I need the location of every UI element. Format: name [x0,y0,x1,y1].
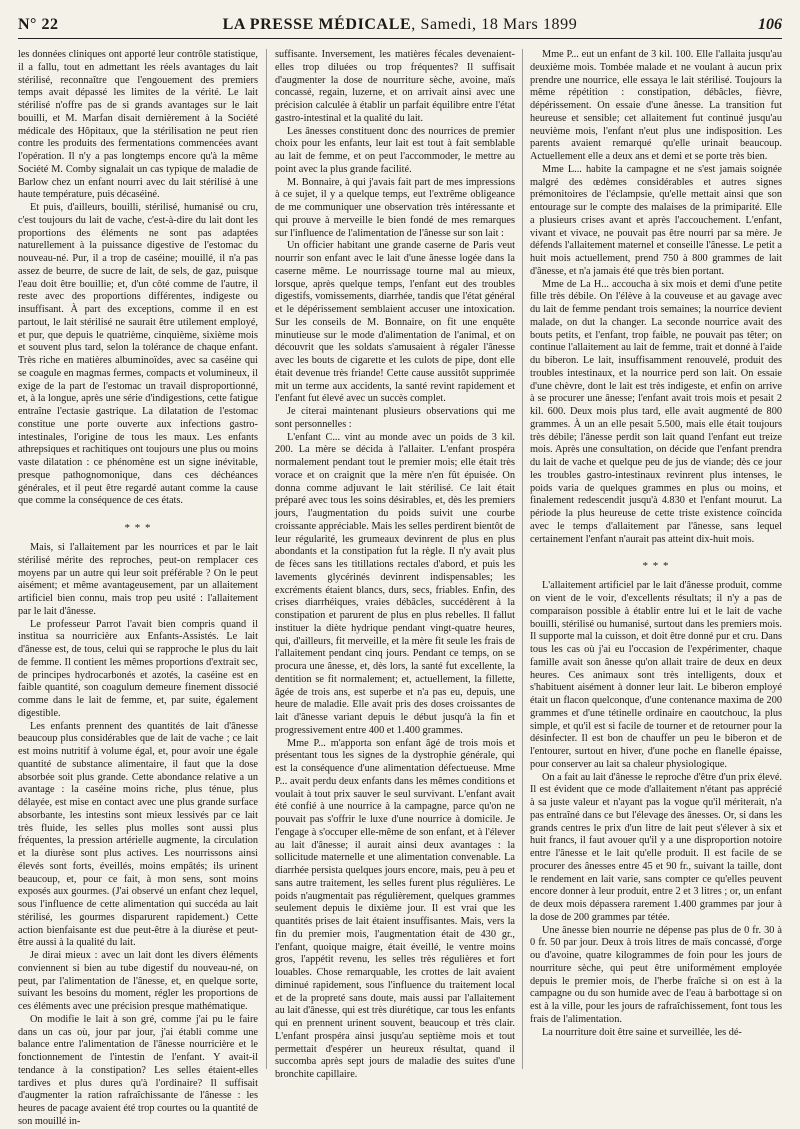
issue-number: N° 22 [18,16,59,33]
paragraph: Les enfants prennent des quantités de lait d'ânesse beaucoup plus considérables que de lait de vache ; ce lait est moins nutritif à volume égal, et, pour avoir une égale quantité de substance alimentaire, il faut que la dose absorbée soit plus grande. Cette abondance relative a un avantage : la caséine moins riche, plus ténue, plus délayée, est mise en contact avec une plus grande surface absorbante, les intestins sont mieux lessivés par ce lait très fluide, les selles plus molles sont aussi plus fréquentes, la pression artérielle augmente, la circulation et la diurèse sont plus actives. Les nourrissons ainsi élevés sont forts, éveillés, moins empâtés; ils urinent beaucoup, et, pour ce fait, à mon sens, sont moins exposés aux gourmes. (J'ai observé un enfant chez lequel, sous l'influence de cette alimentation qui succéda au lait stérilisé, les gourmes disparurent rapidement.) Cette action bienfaisante est due peut-être à la diurèse et peut-être aussi à la qualité du lait. [18,720,258,949]
paragraph: Mme L... habite la campagne et ne s'est jamais soignée malgré des œdèmes considérables et autres signes prémonitoires de l'éclampsie, qu'elle mettait ainsi que son entourage sur le compte des malaises de la primiparité. Elle a plusieurs crises avant et après l'accouchement. L'enfant, vivant et vivace, ne pouvait pas être nourri par sa mère. Je défends l'allaitement maternel et conseille l'ânesse. Le petit a huit mois actuellement, prend 750 à 800 grammes de lait d'ânesse, et n'a jamais été que très bien portant. [530,163,782,277]
paragraph: Mais, si l'allaitement par les nourrices et par le lait stérilisé mérite des reproches, peut-on remplacer ces moyens par un autre qui leur soit préférable ? On le peut aisément; et même avantageusement, par un allaitement artificiel bien connu, mais trop peu usité : l'allaitement par le lait d'ânesse. [18,542,258,617]
paragraph: L'enfant C... vint au monde avec un poids de 3 kil. 200. La mère se décida à l'allaiter. L'enfant prospéra normalement pendant tout le premier mois; elle était très vorace et on craignit que la mère n'en fût épuisée. On donna comme adjuvant le lait stérilisé. Ce lait était préparé avec tous les soins désirables, et, dès les premiers jours, l'augmentation du poids suivit une courbe croissante appréciable. Mais les selles perdirent bientôt de leur régularité, les grumeaux devinrent de plus en plus abondants et la constipation fut la règle. Il n'y avait plus de fèces sans les titillations rectales d'abord, et puis les lavements glycérinés devinrent indispensables; les excréments étaient blancs, durs, secs, friables. Enfin, des crises diarrhéiques, vraies débâcles, succédèrent à la constipation et parurent de plus en plus rebelles. Il fallut instituer la diète hydrique pendant vingt-quatre heures, qui, d'ailleurs, fit merveille, et la mère fit seule les frais de l'allaitement pendant cinq jours. Pendant ce temps, on se procura une ânesse, et, dès lors, la santé fut excellente, la dentition se fit normalement; et, actuellement, la fillette, âgée de trois ans, est superbe et n'a pas eu, depuis, une heure de maladie. Elle avait pris des doses croissantes de lait d'ânesse variant depuis le début jusqu'à la fin et progressivement entre 400 et 1.400 grammes. [275,431,515,736]
paragraph: La nourriture doit être saine et surveillée, les dé- [542,1026,742,1038]
page-number: 106 [758,16,782,33]
section-separator: * * * [642,560,670,573]
paragraph: Les ânesses constituent donc des nourrices de premier choix pour les enfants, leur lait est tout à fait semblable au lait de femme, et on peut l'accommoder, le mettre au point avec la plus grande facilité. [275,125,515,175]
masthead [98,16,702,34]
column-2 [275,49,515,1080]
paragraph: Mme P... m'apporta son enfant âgé de trois mois et présentant tous les signes de la dystrophie générale, qui est la conséquence d'une alimentation défectueuse. Mme P... avait perdu deux enfants dans les mêmes conditions et voulait à tout prix sauver le seul survivant. L'enfant avait été confié à une nourrice à la campagne, parce qu'on ne pouvait pas s'offrir le luxe d'une nourrice à domicile. Je l'engage à s'occuper elle-même de son enfant, et à l'élever au lait d'ânesse; il aurait ainsi deux avantages : la sollicitude maternelle et une alimentation convenable. La diarrhée persista quelques jours encore, mais, peu à peu et sans autre traitement, les selles furent plus régulières. Le poids n'augmentait pas régulièrement, quelques grammes seulement depuis le dixième jour. Il est vrai que les quantités prises de lait étaient insuffisantes. Mais, vers la fin du premier mois, l'augmentation était de 430 gr., l'enfant, quoique maigre, était éveillé, le ventre moins gros, l'appétit revenu, les selles très régulières et fort louables. Chose remarquable, les crottes de lait avaient diminué rapidement, sous l'influence du traitement local et de la propreté sans doute, mais aussi par l'allaitement au lait d'ânesse, qui est très diurétique, car tous les enfants qui en prennent urinent souvent, beaucoup et très clair. L'enfant prospéra ainsi jusqu'au septième mois et tout permettait d'espérer un heureux résultat, quand il succomba après sept jours de maladie des suites d'une bronchite capillaire. [275,737,515,1080]
page-header [18,16,782,39]
column-3 [530,49,782,1074]
paragraph: Mme de La H... accoucha à six mois et demi d'une petite fille très débile. On l'élève à la couveuse et au gavage avec du lait de femme pendant trois semaines; la nourrice devient malade, on dut la changer. La seconde nourrice avait des bouts petits, et l'enfant, trop faible, ne pouvait pas têter; on continue l'allaitement au lait de femme, trait et donné à l'aide du biberon. Le lait, insuffisamment renouvelé, produit des troubles intestinaux, et la nourrice perd son lait. On essaie d'une chèvre, dont le lait est très indigeste, et enfin on arrive à se procurer une ânesse; l'enfant avait trois mois et pesait 2 kil. 600. Deux mois plus tard, elle avait augmenté de 800 grammes. À un an elle pesait 5.500, mais elle était toujours très débile; l'ânesse perdit son lait quand l'enfant eut treize mois. Après une consultation, on décide que l'enfant prendra du lait de vache et quelque peu de jus de viande; dès ce jour les troubles gastro-intestinaux revinrent plus intenses, le poids varia de quelques grammes en plus ou moins, et finalement redescendit jusqu'à 4.830 et l'enfant mourut. La période la plus heureuse de cette triste existence coïncida avec le temps d'allaitement par l'ânesse, sans lequel certainement l'enfant n'aurait pas atteint dix-huit mois. [530,278,782,545]
paragraph: Une ânesse bien nourrie ne dépense pas plus de 0 fr. 30 à 0 fr. 50 par jour. Deux à trois litres de maïs concassé, d'orge ou d'avoine, quatre kilogrammes de foin pour les jours de nourriture sèche, qui peut être uniformément employée depuis le premier mois, de l'herbe fraîche si on est à la campagne ou du son humide avec de l'eau à barbottage si on est à la ville, pour les jours de rafraîchissement, font tous les frais de l'alimentation. [530,924,782,1025]
column-rule [266,49,267,1069]
paragraph: Le professeur Parrot l'avait bien compris quand il institua sa nourricière aux Enfants-Assistés. Le lait d'ânesse est, de tous, celui qui se rapproche le plus du lait de femme. Il contient les mêmes proportions d'extrait sec, de principes hydrocarbonés et azotés, la caséine est en faible quantité, son coagulum demeure finement dissocié comme dans le lait de femme, et, par suite, également digestible. [18,618,258,719]
paragraph: On a fait au lait d'ânesse le reproche d'être d'un prix élevé. Il est évident que ce mode d'allaitement n'étant pas apprécié à sa juste valeur et n'ayant pas la vogue qu'il mériterait, n'a pas entraîné dans ce but l'élevage des ânesses. Or, si dans les grands centres le prix d'un litre de lait peut s'élever à six et huit francs, il faut avouer qu'il y a une disproportion notoire entre l'ânesse et le lait qu'elle produit. Il est facile de se procurer des ânesses entre 45 et 90 fr., suivant la taille, dont le rendement en lait varie, sans compter ce qu'elles peuvent encore donner à leur produit, entre 2 et 3 litres ; or, un enfant de deux mois dépassera rarement 1.400 grammes par jour à la dose de 200 grammes par tétée. [530,771,783,923]
issue-date: , Samedi, 18 Mars 1899 [411,16,578,33]
paragraph: Je citerai maintenant plusieurs observations qui me sont personnelles : [275,406,515,430]
paragraph: les données cliniques ont apporté leur contrôle statistique, il a fallu, tout en admettant les réels avantages du lait stérilisé, reconnaître que l'engouement des premiers temps avait dépassé les limites de la vérité. Le lait stérilisé n'offre pas de si grands avantages sur le lait bouilli, et M. Marfan disait dernièrement à la Société médicale des Hôpitaux, que la stérilisation ne peut rien contre les produits des fermentations commencées avant l'opération. Il n'y a pas longtemps encore qu'à la même Société M. Comby signalait un cas typique de maladie de Barlow chez un enfant nourri avec du lait stérilisé à une haute température, puis décaséiné. [18,49,258,201]
paragraph: suffisante. Inversement, les matières fécales devenaient-elles trop diluées ou trop fréquentes? Il suffisait d'augmenter la dose de nourriture sèche, avoine, maïs concassé, regain, luzerne, et on arrivait ainsi avec une précision calculée à établir un parfait équilibre entre l'état gastro-intestinal et la qualité du lait. [275,49,515,124]
column-rule [522,49,523,1069]
paragraph: On modifie le lait à son gré, comme j'ai pu le faire dans un cas où, jour par jour, j'ai établi comme une balance entre l'alimentation de l'ânesse nourricière et le fonctionnement de l'intestin de l'enfant. Y avait-il tendance à la constipation? Les selles étaient-elles tardives et plus dures qu'à l'ordinaire? Il suffisait d'augmenter la ration rafraîchissante de l'ânesse : les heures de pacage avaient été trop courtes ou la quantité de son mouillé in- [18,1013,258,1127]
paragraph: Mme P... eut un enfant de 3 kil. 100. Elle l'allaita jusqu'au deuxième mois. Tombée malade et ne voulant à aucun prix prendre une nourrice, elle essaya le lait stérilisé. Toujours la même répétition : constipation, débâcles, fièvre, dépérissement. On essaie d'une ânesse. La transition fut heureuse et sensible; cet allaitement fut continué jusqu'au neuvième mois, l'enfant n'eut plus une indisposition. Les parents avaient remarqué qu'elle urinait beaucoup. Actuellement elle a deux ans et demi et se porte très bien. [530,49,782,162]
paragraph: Et puis, d'ailleurs, bouilli, stérilisé, humanisé ou cru, c'est toujours du lait de vache, c'est-à-dire du lait dont les proportions des éléments ne sont pas adaptées naturellement à la puissance digestive de l'estomac du nouveau-né. Pur, il a trop de caséine; mouillé, il n'a pas assez de beurre, de sucre de lait, de sels, de gaz, puisque l'eau doit être bouillie; et, d'un côté comme de l'autre, il reste avec des proportions différentes, indigeste ou insuffisant. À part des exceptions, comme il en est partout, le lait stérilisé ne saurait être utilement employé, et pur, que depuis le quatrième, cinquième, sixième mois et souvent plus tard, selon la tolérance de chaque enfant. Très riche en matières albuminoïdes, avec sa caséine qui se coagule en magmas fermes, compacts et volumineux, il exige de la part de l'estomac un travail disproportionné, et, à la longue, après une série d'indigestions, cette fatigue entraîne l'ectasie gastrique. La dilatation de l'estomac constitue une porte ouverte aux infections gastro-intestinales, l'origine de tous les maux. Les enfants athrepsiques et rachitiques ont toujours une plus ou moins vaste dilatation : ce phénomène est un signe inévitable, presque pathognomonique, dans ces déchéances générales, et il peut être regardé autant comme la cause que comme la conséquence de ces états. [18,202,258,507]
column-1 [18,49,258,1127]
paragraph: Un officier habitant une grande caserne de Paris veut nourrir son enfant avec le lait d'une ânesse logée dans la caserne même. Le nourrissage tourne mal au mieux, lorsque, après quelque temps, l'enfant eut des troubles digestifs, vomissements, diarrhée, tandis que l'état général et le dépérissement semblaient accuser une intoxication. Sur les conseils de M. Bonnaire, on fit une enquête minutieuse sur le mode d'alimentation de l'animal, et on découvrit que les soldats s'amusaient à régaler l'ânesse avec les bouts de cigarette et les culots de pipe, dont elle était devenue très friande! Cette cause aussitôt supprimée mit un terme aux accidents, la santé revint rapidement et l'enfant fut élevé avec un succès complet. [275,240,515,405]
journal-title: LA PRESSE MÉDICALE [222,16,412,33]
paragraph: Je dirai mieux : avec un lait dont les divers éléments conviennent si bien au tube digestif du nouveau-né, on peut, par l'alimentation de l'ânesse, et, en quelque sorte, suivant les besoins du moment, régler les proportions de ces éléments avec une précision presque mathématique. [18,950,258,1012]
paragraph: M. Bonnaire, à qui j'avais fait part de mes impressions à ce sujet, il y a quelque temps, eut l'extrême obligeance de me communiquer une observation très intéressante et qui prouve à merveille le bien fondé de mes remarques sur l'influence de l'alimentation de l'ânesse sur son lait : [275,176,515,239]
section-separator: * * * [124,522,152,534]
paragraph: L'allaitement artificiel par le lait d'ânesse produit, comme on vient de le voir, d'excellents résultats; il n'y a pas de comparaison possible à établir entre lui et le lait de vache bouilli, stérilisé ou humanisé, surtout dans les premiers mois. Il supporte mal la cuisson, et doit être donné pur et cru. Dans tous les cas où j'ai eu l'occasion de l'expérimenter, chaque famille avait son ânesse qu'on allait traire de deux en deux heures. Ces animaux sont très intelligents, doux et s'habituent aisément à donner leur lait. Le biberon employé était un flacon quelconque, d'une contenance maxima de 200 grammes et d'une tétinelle ordinaire en caoutchouc, la plus simple, et qu'il est si facile de tourner et de retourner pour la désinfecter. Il est bon de chauffer un peu le biberon et de l'entourer, surtout en hiver, d'une poche en flanelle épaisse, pour conserver au lait sa chaleur physiologique. [530,580,782,770]
